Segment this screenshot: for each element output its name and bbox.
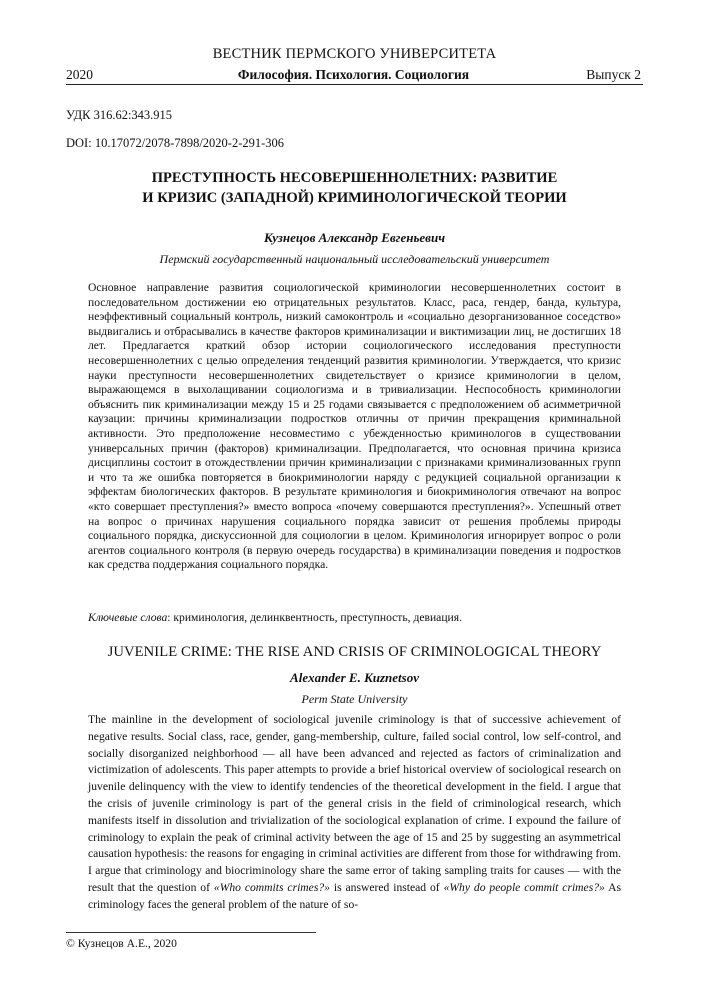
footnote-divider: [66, 932, 316, 933]
title-ru-line-1: ПРЕСТУПНОСТЬ НЕСОВЕРШЕННОЛЕТНИХ: РАЗВИТИЕ: [151, 170, 558, 186]
article-title-en: JUVENILE CRIME: THE RISE AND CRISIS OF CRIMINOLOGICAL THEORY: [107, 644, 602, 660]
abstract-ru: Основное направление развития социологической криминологии несовершеннолетних состоит в последовательном достижении ею отрицательных результатов. Класс, раса, гендер, банда, культура, неэффективный социальный контроль, низкий самоконтроль и «социально дезорганизованное соседство» выдвигались и отбрасывались в качестве факторов криминализации и виктимизации лиц, не достигших 18 лет. Предлагается краткий обзор истории социологического исследования преступности несовершеннолетних с целью определения тенденций развития криминологии. Утверждается, что кризис науки преступности несовершеннолетних свидетельствует о кризисе криминологии в целом, выражающемся в выхолащивании социологизма и в тривиализации. Неспособность криминологии объяснить пик криминализации между 15 и 25 годами связывается с предположением об асимметричной каузации: причины криминализации подростков отличны от причин прекращения криминальной активности. Это предположение несовместимо с убежденностью криминологов в существовании универсальных причин (факторов) криминализации. Предполагается, что основная причина кризиса дисциплины состоит в отождествлении причин криминализации с признаками криминализованных групп и что та же ошибка повторяется в биокриминологии наряду с редукцией социальной организации к эффектам биологических факторов. В результате криминология и биокриминология отвечают на вопрос «кто совершает преступления?» вместо вопроса «почему совершаются преступления?». Успешный ответ на вопрос о причинах нарушения социального порядка зависит от решения проблемы природы социального порядка, дискуссионной для социологии в целом. Криминология игнорирует вопрос о роли агентов социального контроля (в первую очередь государства) в криминализации поведения и подростков как средства поддержания социального порядка.: [88, 281, 621, 572]
abstract-en-question-1: «Who commits crimes?»: [213, 880, 330, 894]
author-en: Alexander E. Kuznetsov: [290, 670, 419, 685]
affiliation-en: Perm State University: [301, 692, 408, 706]
author-ru: Кузнецов Александр Евгеньевич: [263, 230, 446, 245]
doi-link[interactable]: DOI: 10.17072/2078-7898/2020-2-291-306: [66, 136, 285, 150]
keywords-label: Ключевые слова: [88, 611, 168, 624]
header-series: Философия. Психология. Социология: [237, 67, 470, 82]
abstract-en-part-3: As criminology faces the general problem of the nature of so-: [88, 880, 621, 911]
keywords-list: : криминология, делинквентность, преступность, девиация.: [167, 611, 462, 624]
udk-code: УДК 316.62:343.915: [66, 108, 173, 122]
abstract-en-question-2: «Why do people commit crimes?»: [443, 880, 605, 894]
abstract-en-part-1: The mainline in the development of sociological juvenile criminology is that of successive achievement of negative results. Social class, race, gender, gang-membership, culture, failed social control, low self-control, and socially disorganized neighborhood — all have been advanced and rejected as factors of criminalization and victimization of adolescents. This paper attempts to provide a brief historical overview of sociological research on juvenile delinquency with the view to identify tendencies of the theoretical development in the field. I argue that the crisis of juvenile criminology is part of the general crisis in the field of criminological research, which manifests itself in dissolution and trivialization of the sociological explanation of crime. I expound the failure of criminology to explain the peak of criminal activity between the age of 15 and 25 by suggesting an asymmetrical causation hypothesis: the reasons for engaging in criminal activities are different from those for withdrawing from. I argue that criminology and biocriminology share the same error of taking sampling traits for causes — with the result that the question of: [88, 713, 621, 894]
affiliation-ru: Пермский государственный национальный исследовательский университет: [159, 252, 550, 266]
header-issue: Выпуск 2: [586, 67, 641, 82]
keywords-ru: [88, 611, 621, 624]
copyright-notice: © Кузнецов А.Е., 2020: [66, 937, 177, 950]
header-divider: [66, 84, 643, 85]
abstract-en: [88, 712, 621, 914]
header-year: 2020: [66, 67, 93, 82]
abstract-en-part-2: is answered instead of: [329, 880, 444, 894]
journal-name: ВЕСТНИК ПЕРМСКОГО УНИВЕРСИТЕТА: [212, 46, 497, 62]
article-title-ru: [66, 168, 643, 208]
title-ru-line-2: И КРИЗИС (ЗАПАДНОЙ) КРИМИНОЛОГИЧЕСКОЙ ТЕОРИИ: [142, 190, 567, 206]
